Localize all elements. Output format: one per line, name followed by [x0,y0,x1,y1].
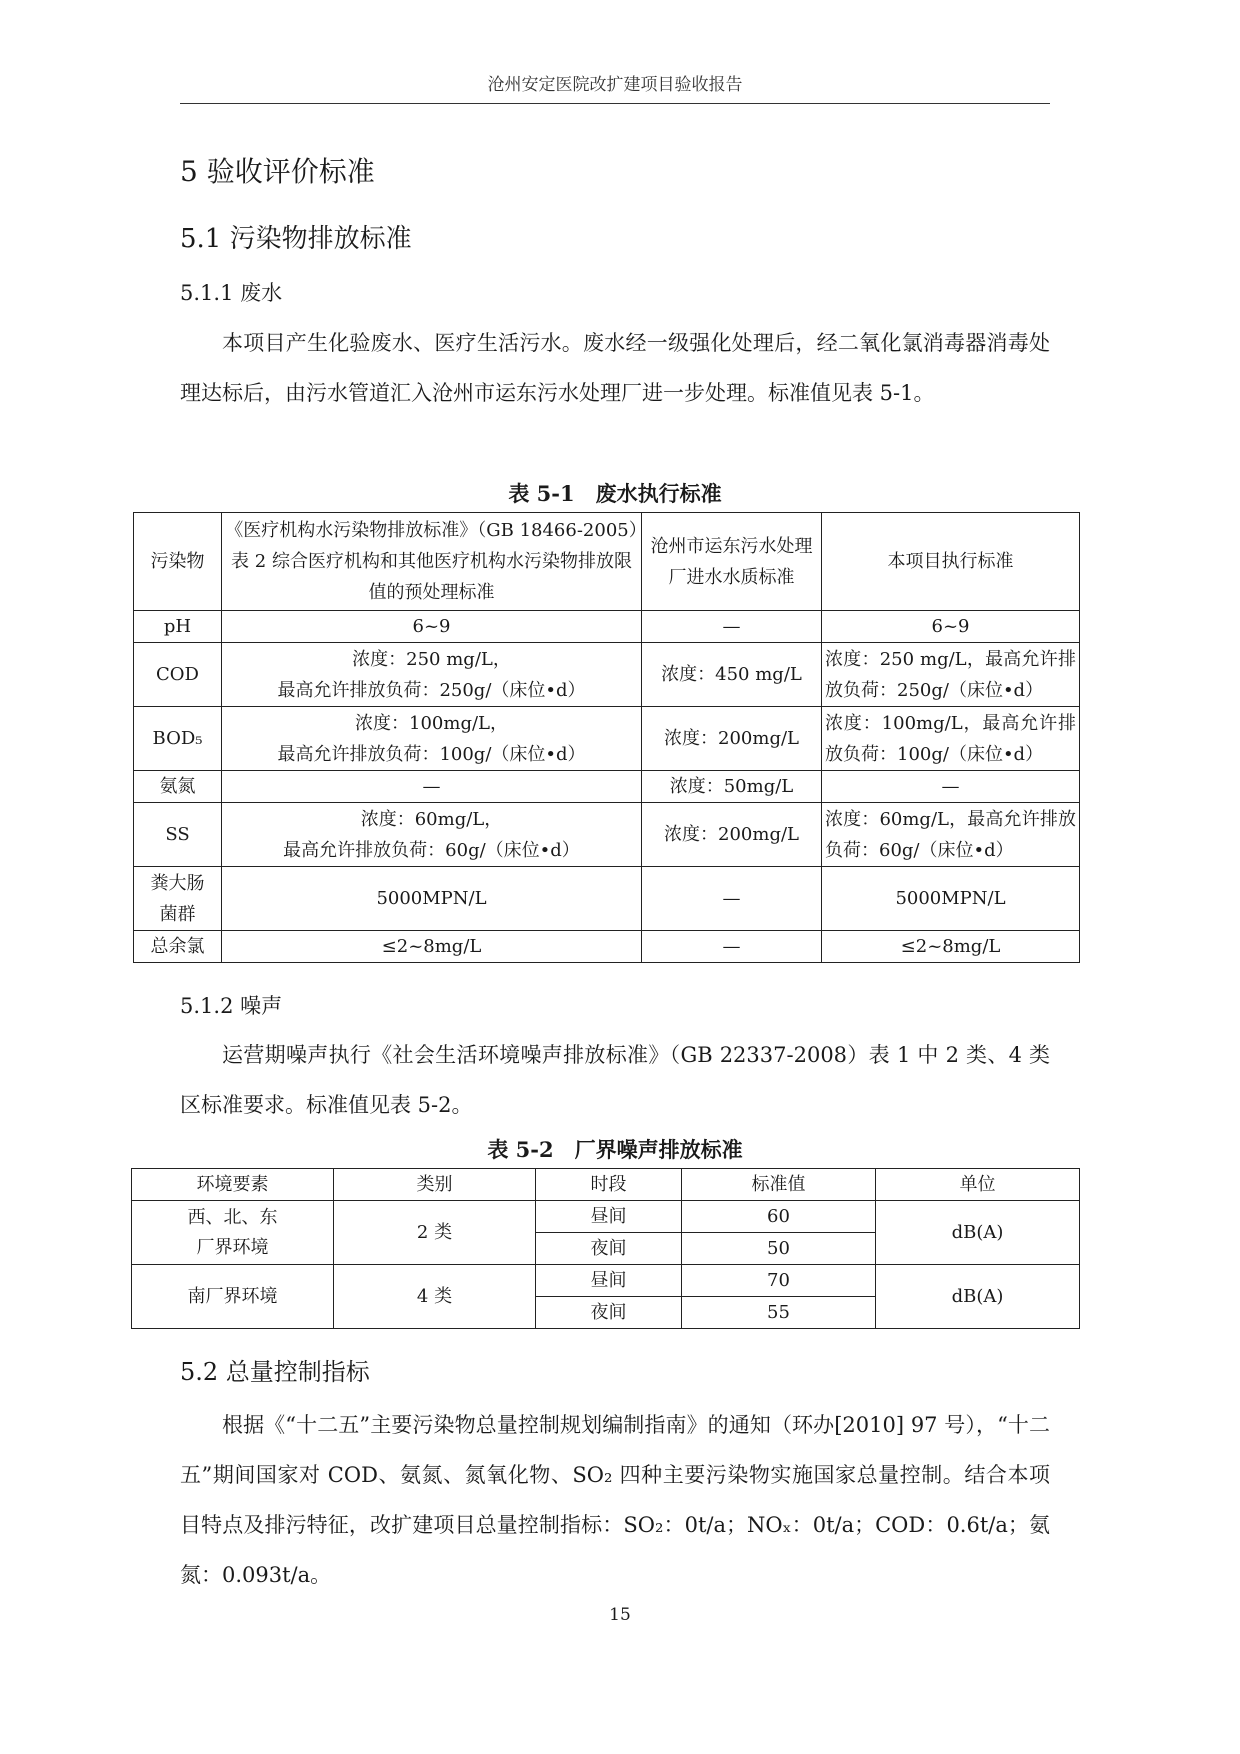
table-cell: — [642,931,822,963]
header-medical-standard: 《医疗机构水污染物排放标准》（GB 18466-2005）表 2 综合医疗机构和其他医疗机构水污染物排放限值的预处理标准 [222,513,642,611]
header-pollutant: 污染物 [134,513,222,611]
table-cell: dB(A) [876,1201,1080,1265]
table-cell: COD [134,643,222,707]
header-environment: 环境要素 [132,1169,334,1201]
table-row [134,643,1080,707]
table-cell: 4 类 [334,1265,536,1329]
table-cell: 浓度：200mg/L [642,707,822,771]
total-control-paragraph: 根据《“十二五”主要污染物总量控制规划编制指南》的通知（环办[2010] 97 号），“十二五”期间国家对 COD、氨氮、氮氧化物、SO₂ 四种主要污染物实施国家总量控制。结合本项目特点及排污特征，改扩建项目总量控制指标：SO₂：0t/a；NOₓ：0t/a；COD：0.6t/a；氨氮：0.093t/a。 [180,1413,1050,1587]
table-cell: pH [134,611,222,643]
wastewater-standards-table [133,512,1080,963]
table-cell: 昼间 [536,1265,682,1297]
table-cell: 浓度：250 mg/L，最高允许排放负荷：250g/（床位•d） [822,643,1080,707]
table-cell: BOD₅ [134,707,222,771]
table-row [134,867,1080,931]
page-number: 15 [609,1605,631,1625]
table-row [134,931,1080,963]
subsection-title-pollutant-standards: 5.1 污染物排放标准 [180,224,412,254]
header-period: 时段 [536,1169,682,1201]
table-header-row [132,1169,1080,1201]
table-cell: 总余氯 [134,931,222,963]
section-title: 5 验收评价标准 [180,155,375,188]
subsubsection-title-noise: 5.1.2 噪声 [180,994,283,1018]
table-cell: 夜间 [536,1297,682,1329]
table-cell: — [642,867,822,931]
header-category: 类别 [334,1169,536,1201]
table-cell: — [222,771,642,803]
table-cell: 西、北、东 厂界环境 [132,1201,334,1265]
wastewater-paragraph: 本项目产生化验废水、医疗生活污水。废水经一级强化处理后，经二氧化氯消毒器消毒处理达标后，由污水管道汇入沧州市运东污水处理厂进一步处理。标准值见表 5-1。 [180,331,1050,405]
table-cell: 60 [682,1201,876,1233]
table-cell: 浓度：100mg/L， 最高允许排放负荷：100g/（床位•d） [222,707,642,771]
table-cell: ≤2~8mg/L [222,931,642,963]
table-row [132,1201,1080,1233]
table-cell: SS [134,803,222,867]
table-row [134,611,1080,643]
noise-standards-table [131,1168,1080,1329]
noise-paragraph: 运营期噪声执行《社会生活环境噪声排放标准》（GB 22337-2008）表 1 中 2 类、4 类区标准要求。标准值见表 5-2。 [180,1043,1050,1117]
table-cell: 浓度：100mg/L，最高允许排放负荷：100g/（床位•d） [822,707,1080,771]
table-cell: 70 [682,1265,876,1297]
header-project-standard: 本项目执行标准 [822,513,1080,611]
table-cell: 浓度：60mg/L， 最高允许排放负荷：60g/（床位•d） [222,803,642,867]
table-cell: ≤2~8mg/L [822,931,1080,963]
table-cell: 昼间 [536,1201,682,1233]
table-row [134,771,1080,803]
table-cell: 5000MPN/L [822,867,1080,931]
table-cell: 粪大肠菌群 [134,867,222,931]
running-header: 沧州安定医院改扩建项目验收报告 [180,70,1050,104]
table-cell: 55 [682,1297,876,1329]
table-cell: — [642,611,822,643]
table-cell: 浓度：50mg/L [642,771,822,803]
table-cell: 南厂界环境 [132,1265,334,1329]
header-plant-inlet-standard: 沧州市运东污水处理厂进水水质标准 [642,513,822,611]
table-cell: 浓度：60mg/L，最高允许排放负荷：60g/（床位•d） [822,803,1080,867]
subsubsection-title-wastewater: 5.1.1 废水 [180,281,283,305]
header-standard-value: 标准值 [682,1169,876,1201]
table-cell: 5000MPN/L [222,867,642,931]
header-unit: 单位 [876,1169,1080,1201]
table-cell: 浓度：450 mg/L [642,643,822,707]
table-header-row [134,513,1080,611]
table-cell: 6~9 [222,611,642,643]
table-cell: 夜间 [536,1233,682,1265]
table1-caption: 表 5-1 废水执行标准 [508,481,722,506]
table-row [134,803,1080,867]
table-cell: 浓度：250 mg/L， 最高允许排放负荷：250g/（床位•d） [222,643,642,707]
table-cell: — [822,771,1080,803]
subsection-title-total-control: 5.2 总量控制指标 [180,1358,370,1386]
table-cell: 2 类 [334,1201,536,1265]
table-cell: 6~9 [822,611,1080,643]
table-cell: 50 [682,1233,876,1265]
table-row [134,707,1080,771]
table-cell: 浓度：200mg/L [642,803,822,867]
table2-caption: 表 5-2 厂界噪声排放标准 [487,1137,743,1162]
table-cell: 氨氮 [134,771,222,803]
table-row [132,1265,1080,1297]
table-cell: dB(A) [876,1265,1080,1329]
